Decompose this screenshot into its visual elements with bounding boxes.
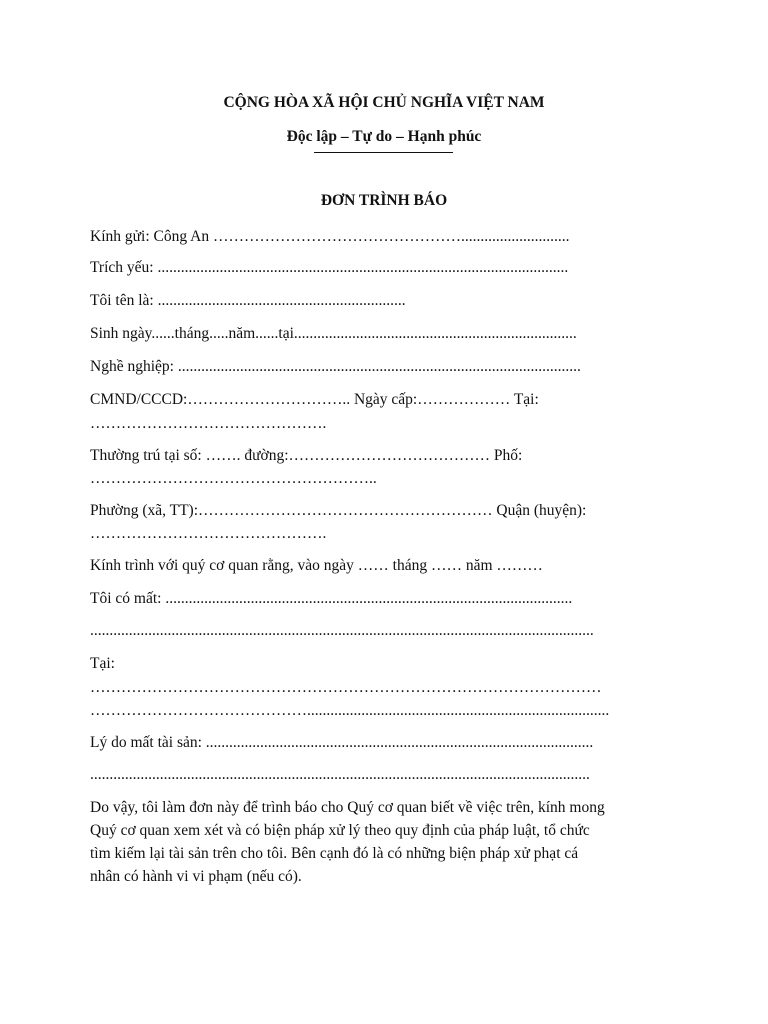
lost-items-continuation-line: .................................................................................................................................. (90, 622, 594, 639)
closing-paragraph (90, 796, 690, 888)
location-label: Tại: (90, 655, 115, 672)
location-line-2: …………………………………….............................................................................. (90, 702, 610, 719)
closing-line: Quý cơ quan xem xét và có biện pháp xử lý theo quy định của pháp luật, tổ chức (90, 822, 590, 839)
loss-reason-line: Lý do mất tài sản: .................................................................................................... (90, 734, 594, 751)
id-card-line: CMND/CCCD:………………………….. Ngày cấp:……………… Tại: (90, 391, 539, 408)
closing-line: Do vậy, tôi làm đơn này để trình báo cho Quý cơ quan biết về việc trên, kính mong (90, 799, 605, 816)
ward-line: Phường (xã, TT):………………………………………………… Quận (huyện): (90, 502, 587, 519)
residence-line: Thường trú tại số: ……. đường:………………………………… Phố: (90, 447, 523, 464)
name-line: Tôi tên là: ................................................................ (90, 292, 406, 309)
lost-items-line: Tôi có mất: ......................................................................................................... (90, 590, 573, 607)
id-card-place-line: ………………………………………. (90, 415, 327, 432)
recipient-line: Kính gửi: Công An …………………………………………............................ (90, 228, 570, 245)
report-date-line: Kính trình với quý cơ quan rằng, vào ngày …… tháng …… năm ……… (90, 557, 543, 574)
closing-line: tìm kiếm lại tài sản trên cho tôi. Bên cạnh đó là có những biện pháp xử phạt cá (90, 845, 579, 862)
national-motto: Độc lập – Tự do – Hạnh phúc (286, 128, 482, 145)
street-continuation-line: ……………………………………………….. (90, 470, 377, 487)
location-line-1: ……………………………………………………………………………………… (90, 679, 602, 696)
form-title: ĐƠN TRÌNH BÁO (320, 192, 448, 209)
district-continuation-line: ………………………………………. (90, 525, 327, 542)
motto-underline (314, 152, 453, 153)
occupation-line: Nghề nghiệp: ........................................................................................................ (90, 358, 581, 375)
summary-line: Trích yếu: .......................................................................................................... (90, 259, 569, 276)
loss-reason-continuation-line: ................................................................................................................................. (90, 766, 590, 783)
birth-line: Sinh ngày......tháng.....năm......tại......................................................................... (90, 325, 577, 342)
national-title: CỘNG HÒA XÃ HỘI CHỦ NGHĨA VIỆT NAM (223, 94, 545, 111)
closing-line: nhân có hành vi vi phạm (nếu có). (90, 868, 302, 885)
